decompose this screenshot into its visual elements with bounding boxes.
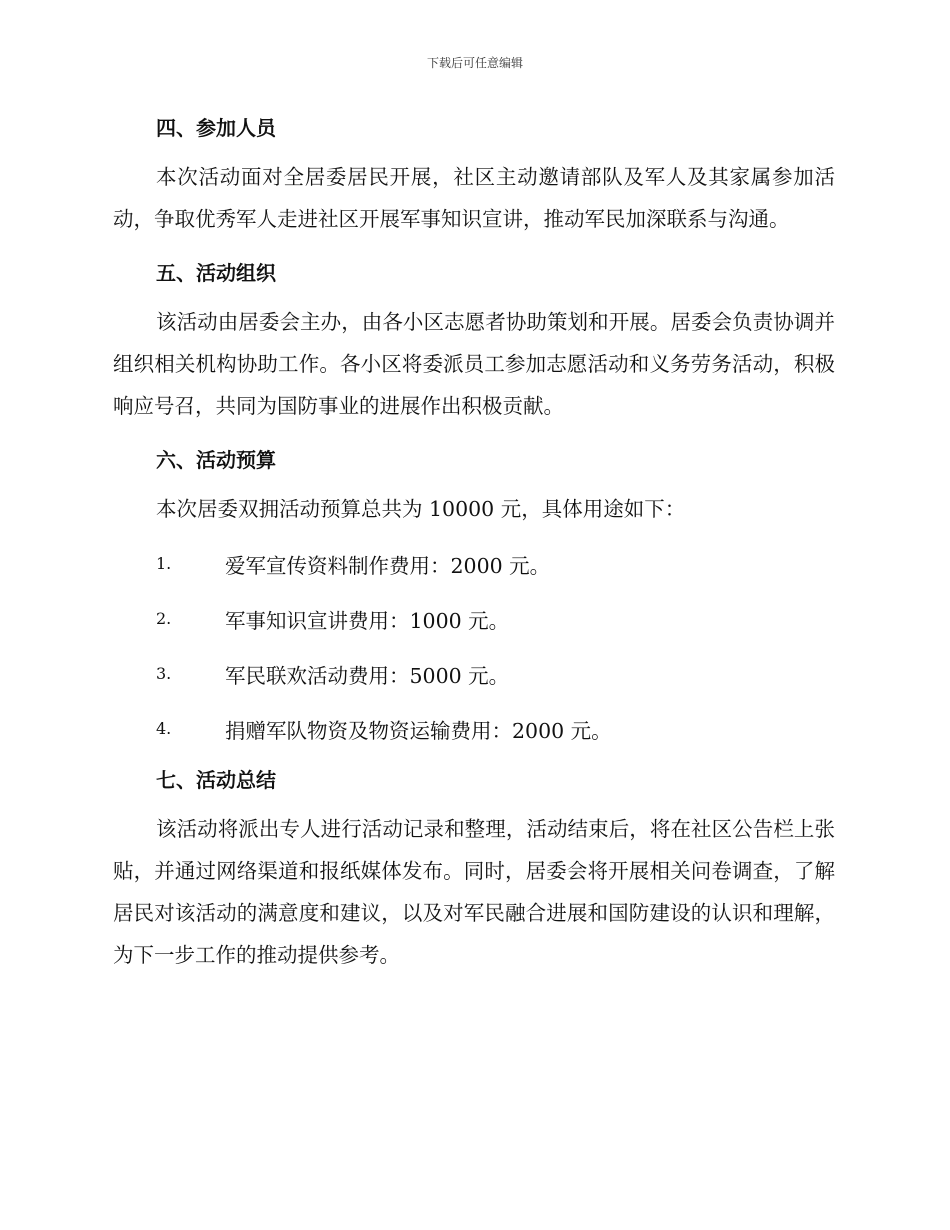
section-participants xyxy=(113,110,835,255)
list-item-text: 爱军宣传资料制作费用：2000 元。 xyxy=(225,553,551,578)
list-item xyxy=(113,646,835,701)
list-item-number: 1. xyxy=(156,554,172,573)
section-paragraph: 该活动将派出专人进行活动记录和整理，活动结束后，将在社区公告栏上张贴，并通过网络渠道和报纸媒体发布。同时，居委会将开展相关问卷调查，了解居民对该活动的满意度和建议，以及对军民融合进展和国防建设的认识和理解，为下一步工作的推动提供参考。 xyxy=(113,817,835,967)
section-organization xyxy=(113,255,835,442)
list-item-number: 3. xyxy=(156,664,172,683)
list-item-number: 2. xyxy=(156,609,172,628)
section-summary xyxy=(113,762,835,976)
section-heading: 四、参加人员 xyxy=(156,116,276,140)
list-item-text: 捐赠军队物资及物资运输费用：2000 元。 xyxy=(225,718,612,743)
section-paragraph: 本次活动面对全居委居民开展，社区主动邀请部队及军人及其家属参加活动，争取优秀军人走进社区开展军事知识宣讲，推动军民加深联系与沟通。 xyxy=(113,165,835,231)
list-item xyxy=(113,701,835,756)
list-item xyxy=(113,591,835,646)
list-item xyxy=(113,536,835,591)
section-paragraph: 该活动由居委会主办，由各小区志愿者协助策划和开展。居委会负责协调并组织相关机构协助工作。各小区将委派员工参加志愿活动和义务劳务活动，积极响应号召，共同为国防事业的进展作出积极贡献。 xyxy=(113,310,835,418)
section-paragraph: 本次居委双拥活动预算总共为 10000 元，具体用途如下： xyxy=(156,497,686,521)
section-heading: 六、活动预算 xyxy=(156,448,276,472)
list-item-number: 4. xyxy=(156,719,172,738)
header-note: 下载后可任意编辑 xyxy=(426,56,523,70)
section-heading: 五、活动组织 xyxy=(156,261,276,285)
document-body xyxy=(113,110,835,976)
list-item-text: 军民联欢活动费用：5000 元。 xyxy=(225,663,510,688)
list-item-text: 军事知识宣讲费用：1000 元。 xyxy=(225,608,510,633)
section-heading: 七、活动总结 xyxy=(156,768,276,792)
section-budget xyxy=(113,442,835,762)
